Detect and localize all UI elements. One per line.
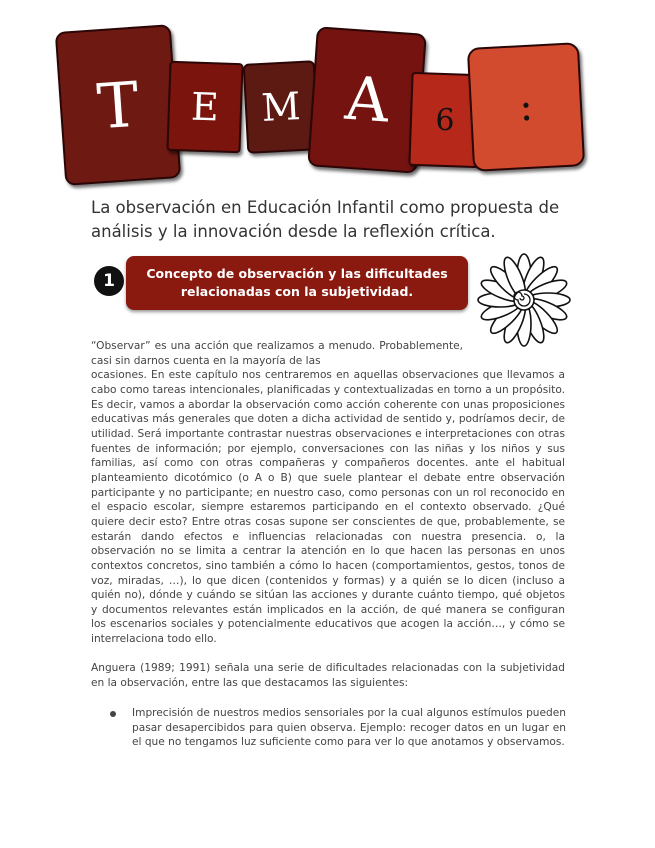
document-subtitle: La observación en Educación Infantil como propuesta de análisis y la innovación desde la reflexión crítica. bbox=[91, 198, 560, 241]
section-number-badge: 1 bbox=[94, 266, 124, 296]
title-letter: 6 bbox=[434, 102, 456, 138]
paragraph-lead: “Observar” es una acción que realizamos a menudo. Probablemente, casi sin darnos cuenta en la mayoría de las bbox=[91, 340, 463, 367]
paragraph-rest: ocasiones. En este capítulo nos centraremos en aquellas observaciones que llevamos a cabo como tareas intencionales, planificadas y contextualizadas en torno a un propósito. Es decir, vamos a abordar la observación como acción coherente con unas proposiciones educativas más generales que doten a dicha actividad de sentido y, podríamos decir, de utilidad. Será importante contrastar nuestras observaciones e interpretaciones con otras fuentes de información; por ejemplo, conversaciones con las niñas y los niños y sus familias, así como con otras compañeras y compañeros docentes. ante el habitual planteamiento dicotómico (o A o B) que suele plantear el debate entre observación participante y no participante; en nuestro caso, como personas con un rol reconocido en el espacio escolar, siempre estaremos participando en el contexto observado. ¿Qué quiere decir esto? Entre otras cosas supone ser conscientes de que, probablemente, se estarán dando efectos e influencias relacionadas con nuestra presencia. o, la observación no se limita a centrar la atención en lo que hacen las personas en unos contextos concretos, sino también a cómo lo hacen (comportamientos, gestos, tonos de voz, miradas, …), lo que dicen (contenidos y formas) y a quién se lo dicen (incluso a quién no), dónde y cuándo se sitúan las acciones y durante cuánto tiempo, qué objetos y documentos relevantes están implicados en la acción, de qué manera se configuran los escenarios sociales y potencialmente educativos que acogen la acción…, y cómo se interrelaciona todo ello. bbox=[91, 369, 565, 646]
title-tile-m bbox=[243, 60, 320, 154]
title-letter: T bbox=[94, 67, 142, 143]
body-paragraph-1 bbox=[91, 339, 565, 647]
title-tile-colon bbox=[467, 42, 585, 172]
title-letter: M bbox=[260, 84, 302, 130]
flower-icon bbox=[470, 248, 578, 352]
list-item bbox=[106, 706, 566, 750]
title-letter: A bbox=[342, 63, 392, 137]
title-tile-t bbox=[55, 24, 181, 186]
title-letter: E bbox=[190, 84, 220, 130]
title-tile-e bbox=[166, 61, 243, 154]
list-item-text: Imprecisión de nuestros medios sensoriales por la cual algunos estímulos pueden pasar desapercibidos para quien observa. Ejemplo: recoger datos en un lugar en el que no tengamos luz suficiente como para ver lo que anotamos y observamos. bbox=[132, 707, 566, 749]
title-letter: : bbox=[518, 83, 534, 131]
body-paragraph-2: Anguera (1989; 1991) señala una serie de dificultades relacionadas con la subjetividad en la observación, entre las que destacamos las siguientes: bbox=[91, 662, 565, 689]
section-title-line2: relacionadas con la subjetividad. bbox=[180, 284, 414, 299]
difficulties-list bbox=[106, 706, 566, 750]
section-title-line1: Concepto de observación y las dificultades bbox=[146, 266, 448, 281]
section-heading bbox=[126, 256, 468, 310]
bullet-icon bbox=[110, 711, 116, 717]
